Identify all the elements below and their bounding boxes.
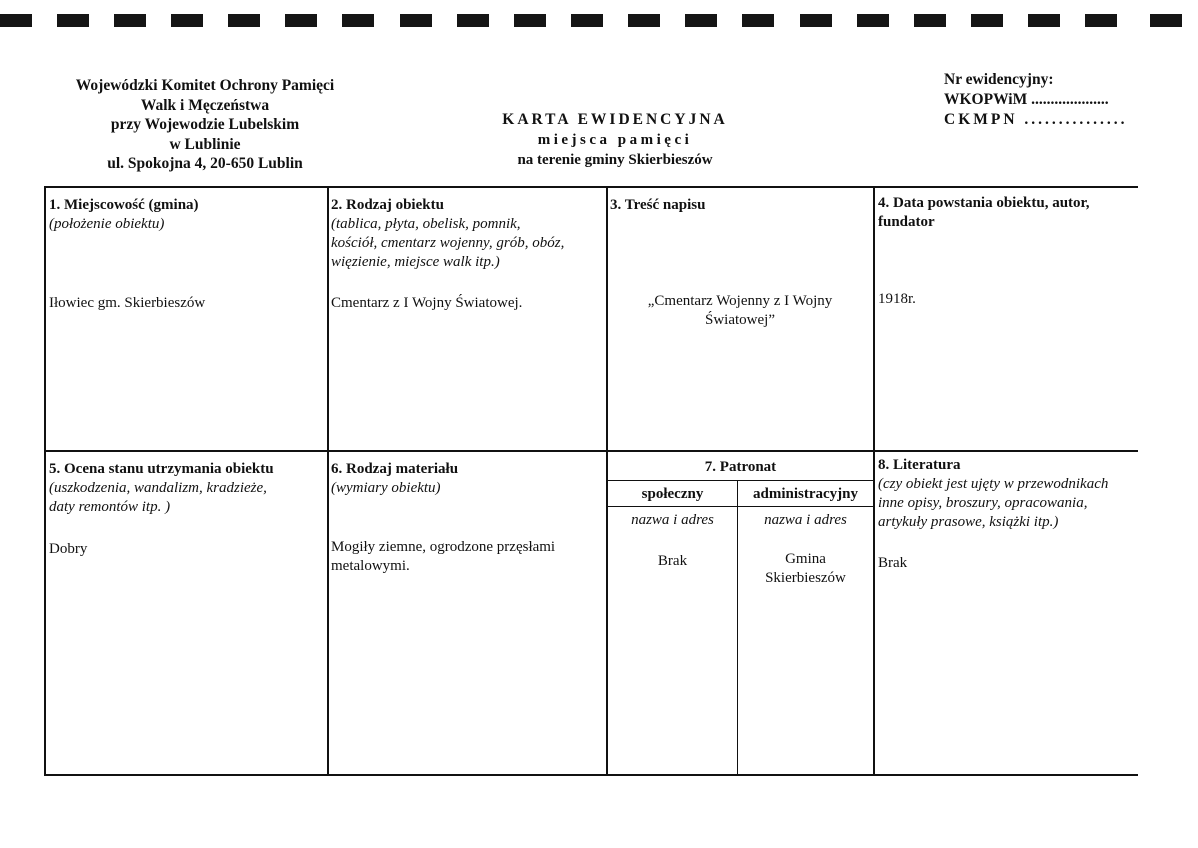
grid-line [606,480,874,481]
field-4-value: 1918r. [878,291,916,307]
field-3-value-line-2: Światowej” [705,312,775,328]
org-line-2: Walk i Męczeństwa [140,96,270,114]
field-2-hint-1: (tablica, płyta, obelisk, pomnik, [331,216,521,232]
field-6-heading: 6. Rodzaj materiału [331,461,459,477]
field-7-admin-value-line-2: Skierbieszów [765,570,846,586]
organization-header [40,76,370,174]
field-3-heading: 3. Treść napisu [610,197,706,213]
org-line-5: ul. Spokojna 4, 20-650 Lublin [107,155,303,172]
field-8-value: Brak [878,555,908,571]
field-8-heading: 8. Literatura [878,457,961,473]
grid-line [606,186,608,776]
field-6-hint: (wymiary obiektu) [331,480,441,496]
field-6-material [331,460,603,498]
field-2-hint-2: kościół, cmentarz wojenny, grób, obóz, [331,235,565,251]
org-line-3: przy Wojewodzie Lubelskim [110,116,300,133]
org-line-1: Wojewódzki Komitet Ochrony Pamięci [75,77,335,94]
field-4-date-author [878,194,1136,232]
field-7-social-hint: nazwa i adres [631,512,714,528]
field-7-admin-value [738,550,873,588]
field-1-locality [49,196,321,234]
grid-line [606,506,874,507]
field-2-heading: 2. Rodzaj obiektu [331,197,444,213]
grid-line [873,186,875,776]
field-6-value [331,538,603,576]
record-form-table [44,186,1138,776]
title-line-1: KARTA EWIDENCYJNA [502,111,728,128]
grid-line [44,450,1138,452]
field-2-value: Cmentarz z I Wojny Światowej. [331,295,523,311]
binding-punch-strip [0,14,1198,28]
field-3-value-line-1: „Cmentarz Wojenny z I Wojny [647,293,833,309]
field-7-heading: 7. Patronat [704,459,777,475]
registry-wkopwim: WKOPWiM .................... [944,91,1109,108]
field-1-heading: 1. Miejscowość (gmina) [49,197,199,213]
field-7-admin-value-line-1: Gmina [785,551,826,567]
title-line-3: na terenie gminy Skierbieszów [517,152,713,168]
field-7-admin-label: administracyjny [753,486,858,502]
grid-line [44,186,1138,188]
registry-label: Nr ewidencyjny: [944,71,1054,88]
grid-line [44,774,1138,776]
field-8-hint-1: (czy obiekt jest ujęty w przewodnikach [878,476,1109,492]
field-5-hint-1: (uszkodzenia, wandalizm, kradzieże, [49,480,267,496]
field-7-admin-hint: nazwa i adres [764,512,847,528]
field-2-hint-3: więzienie, miejsce walk itp.) [331,254,500,270]
field-8-literature [878,456,1136,532]
grid-line [327,186,329,776]
org-line-4: w Lublinie [169,135,241,153]
registry-block [944,70,1184,130]
field-7-social-value: Brak [657,553,688,569]
field-1-hint: (położenie obiektu) [49,216,165,232]
field-4-heading-1: 4. Data powstania obiektu, autor, [878,195,1090,211]
field-2-object-type [331,196,603,272]
field-8-hint-2: inne opisy, broszury, opracowania, [878,495,1088,511]
field-5-heading: 5. Ocena stanu utrzymania obiektu [49,461,274,477]
document-title [430,110,800,170]
registry-ckmpn: CKMPN ............... [944,111,1128,128]
field-5-condition [49,460,325,517]
field-7-social-label: społeczny [641,486,704,502]
title-line-2: miejsca pamięci [537,132,693,148]
field-3-value [610,292,870,330]
field-1-value: Iłowiec gm. Skierbieszów [49,295,206,311]
field-6-value-line-2: metalowymi. [331,558,410,574]
field-4-heading-2: fundator [878,214,935,230]
field-5-value: Dobry [49,541,88,557]
field-3-inscription [610,196,870,215]
field-5-hint-2: daty remontów itp. ) [49,499,171,515]
grid-line [44,186,46,776]
field-6-value-line-1: Mogiły ziemne, ogrodzone przęsłami [331,539,556,555]
field-8-hint-3: artykuły prasowe, książki itp.) [878,514,1059,530]
